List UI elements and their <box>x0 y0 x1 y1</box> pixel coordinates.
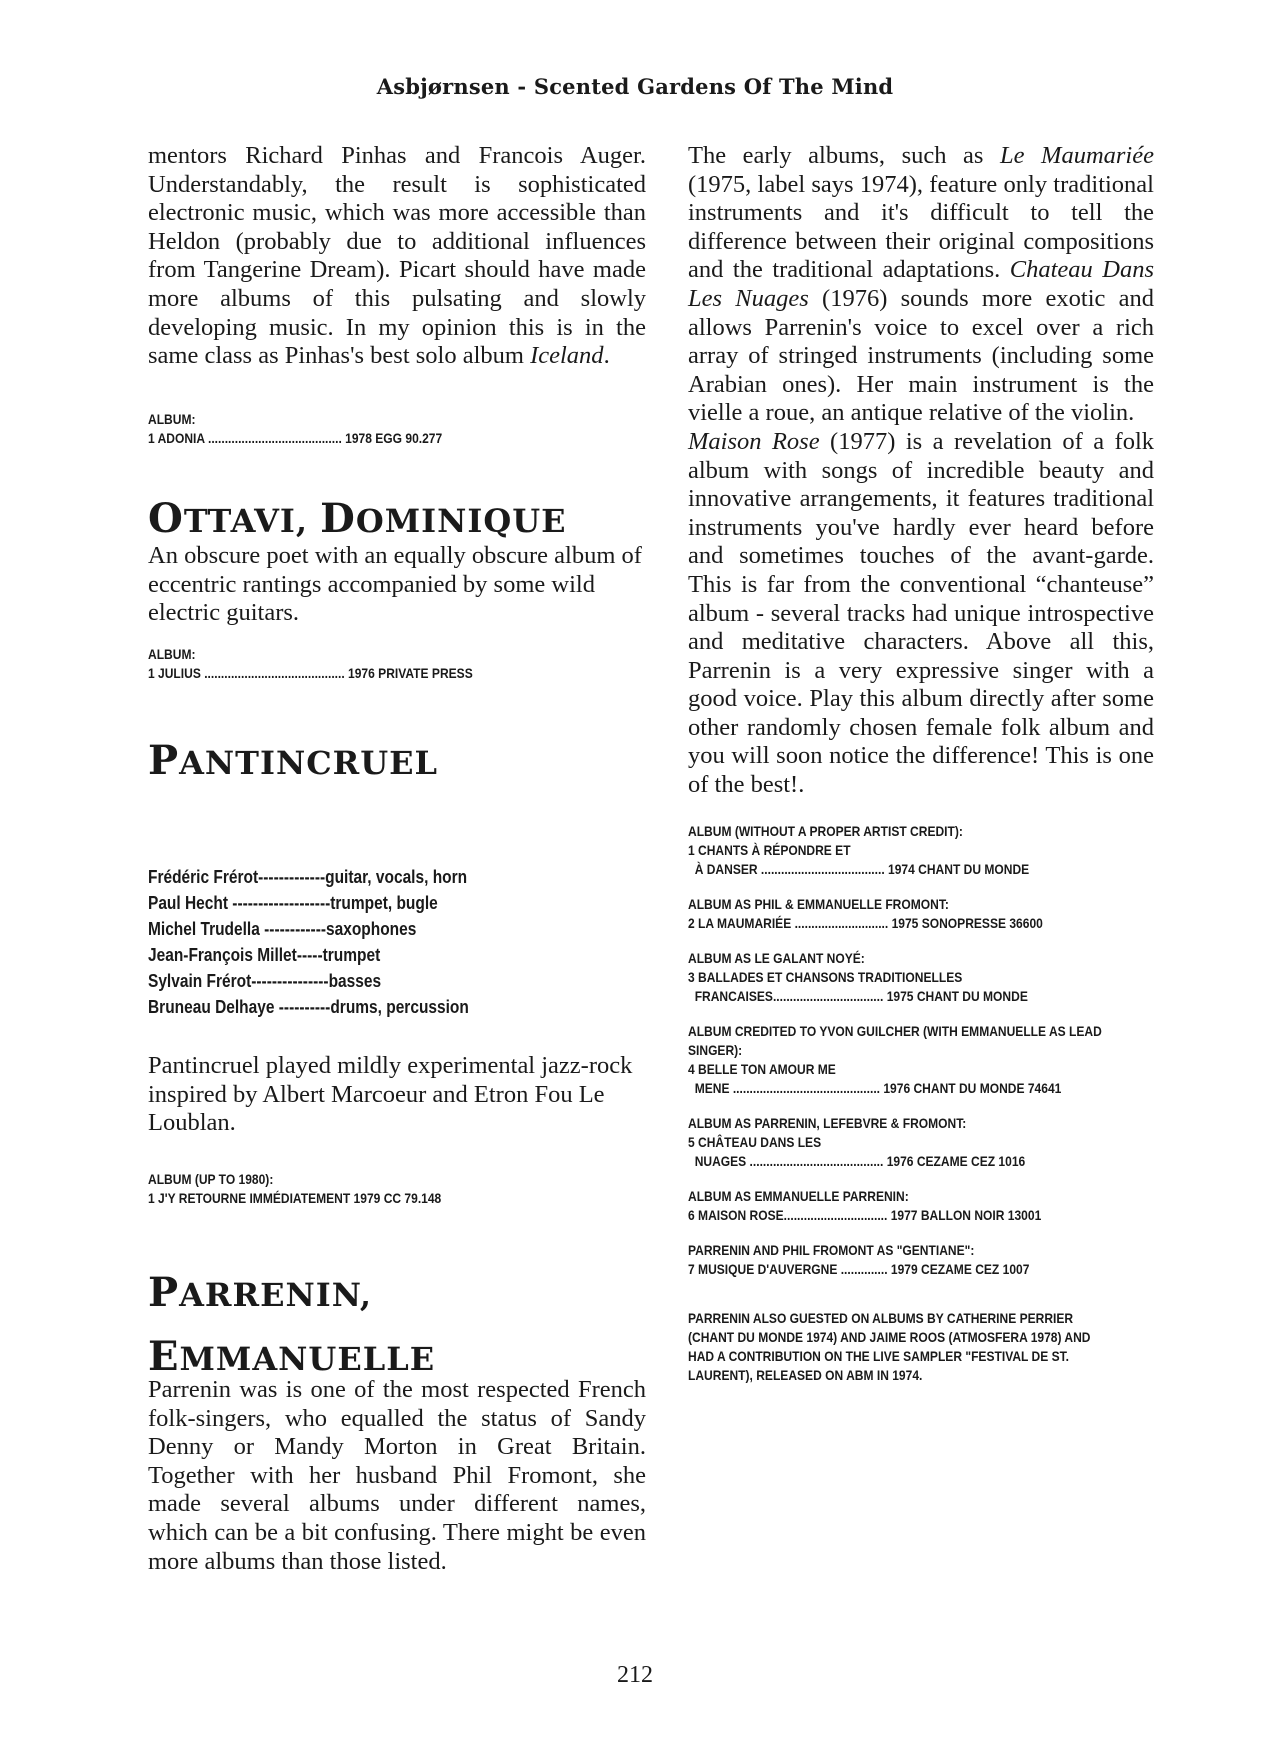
member-row <box>148 864 576 890</box>
heading-initial: P <box>148 1269 180 1316</box>
album-entry: SINGER): <box>688 1042 743 1058</box>
member-role: drums, percussion <box>330 997 469 1017</box>
member-dashes: ---------- <box>278 997 331 1017</box>
member-role: trumpet <box>322 945 381 965</box>
member-row <box>148 994 576 1020</box>
ottavi-album-list <box>148 645 576 683</box>
ottavi-text-block <box>148 542 646 628</box>
album-label: ALBUM (WITHOUT A PROPER ARTIST CREDIT): <box>688 823 963 839</box>
member-name: Michel Trudella <box>148 919 265 939</box>
early-albums-paragraph <box>688 142 1154 428</box>
guest-note-line: LAURENT), RELEASED ON ABM IN 1974. <box>688 1367 923 1383</box>
heading-rest: ANTINCRUEL <box>179 744 439 782</box>
album-entry: NUAGES ........................................ 1976 CEZAME CEZ 1016 <box>688 1153 1026 1169</box>
heading-initial: P <box>148 737 180 784</box>
album-label: ALBUM (UP TO 1980): <box>148 1171 274 1187</box>
album-label: PARRENIN AND PHIL FROMONT AS "GENTIANE": <box>688 1242 975 1258</box>
discography-entry <box>688 1022 1102 1098</box>
picart-paragraph <box>148 142 646 371</box>
member-row <box>148 916 576 942</box>
pantincruel-section <box>148 738 646 786</box>
member-row <box>148 942 576 968</box>
picart-text: mentors Richard Pinhas and Francois Auger. Understandably, the result is sophisticated electronic music, which was more accessible than Heldon (probably due to additional influences from Tangerine Dream). Picart should have made more albums of this pulsating and slowly developing music. In my opinion this is in the same class as Pinhas's best solo album <box>148 142 646 370</box>
album-entry: FRANCAISES................................. 1975 CHANT DU MONDE <box>688 988 1028 1004</box>
album-entry: À DANSER ..................................... 1974 CHANT DU MONDE <box>688 861 1030 877</box>
album-label: ALBUM AS EMMANUELLE PARRENIN: <box>688 1188 909 1204</box>
album-entry: 2 LA MAUMARIÉE ............................ 1975 SONOPRESSE 36600 <box>688 915 1043 931</box>
page-number: 212 <box>617 1662 653 1688</box>
maison-rose-paragraph <box>688 428 1154 800</box>
parrenin-section <box>148 1262 646 1390</box>
parrenin-text-continued <box>688 142 1154 800</box>
album-label: ALBUM AS PHIL & EMMANUELLE FROMONT: <box>688 896 949 912</box>
member-name: Paul Hecht <box>148 893 233 913</box>
discography-entry <box>688 949 1089 1006</box>
running-header: Asbjørnsen - Scented Gardens Of The Mind <box>376 74 894 99</box>
artist-heading-parrenin <box>148 1262 646 1390</box>
album-entry: MENE ............................................ 1976 CHANT DU MONDE 74641 <box>688 1080 1062 1096</box>
guest-note-line: (CHANT DU MONDE 1974) AND JAIME ROOS (ATMOSFERA 1978) AND <box>688 1329 1091 1345</box>
album-title-italic: Le Maumariée <box>1000 142 1154 169</box>
picart-text-end: . <box>603 342 610 370</box>
member-row <box>148 968 576 994</box>
album-title-italic: Maison Rose <box>688 427 820 455</box>
member-dashes: ----- <box>296 945 323 965</box>
member-name: Sylvain Frérot <box>148 971 252 991</box>
member-dashes: --------------- <box>251 971 329 991</box>
pantincruel-album-list <box>148 1170 576 1208</box>
heading-rest: OMINIQUE <box>355 502 567 540</box>
album-title-italic: Chateau Dans Les Nuages <box>688 256 1155 312</box>
album-entry: 6 MAISON ROSE............................... 1977 BALLON NOIR 13001 <box>688 1207 1042 1223</box>
artist-heading-pantincruel <box>148 738 646 786</box>
artist-heading-ottavi <box>148 496 646 544</box>
member-dashes: ------------------- <box>232 893 331 913</box>
parrenin-discography <box>688 822 1102 1385</box>
paragraph-text: The early albums, such as <box>688 142 1000 169</box>
member-role: guitar, vocals, horn <box>325 867 468 887</box>
album-label: ALBUM: <box>148 411 196 427</box>
discography-entry <box>688 895 1089 933</box>
paragraph-text: (1975, label says 1974), feature only traditional instruments and it's difficult to tell the difference between their original compositions and the traditional adaptations. <box>688 170 1154 284</box>
album-label: ALBUM: <box>148 646 196 662</box>
album-entry: 4 BELLE TON AMOUR ME <box>688 1061 836 1077</box>
member-dashes: ------------- <box>258 867 326 887</box>
guest-note-line: HAD A CONTRIBUTION ON THE LIVE SAMPLER "FESTIVAL DE ST. <box>688 1348 1069 1364</box>
album-entry: 1 CHANTS À RÉPONDRE ET <box>688 842 851 858</box>
member-role: trumpet, bugle <box>330 893 438 913</box>
ottavi-section <box>148 496 646 544</box>
member-role: basses <box>328 971 382 991</box>
member-role: saxophones <box>326 919 417 939</box>
album-entry: 3 BALLADES ET CHANSONS TRADITIONELLES <box>688 969 963 985</box>
paragraph-text: (1976) sounds more exotic and allows Parrenin's voice to excel over a rich array of stringed instruments (including some Arabian ones). Her main instrument is the vielle a roue, an antique relative of the violin. <box>688 284 1154 427</box>
album-label: ALBUM AS PARRENIN, LEFEBVRE & FROMONT: <box>688 1115 967 1131</box>
member-name: Bruneau Delhaye <box>148 997 279 1017</box>
guest-note-line: PARRENIN ALSO GUESTED ON ALBUMS BY CATHERINE PERRIER <box>688 1310 1074 1326</box>
member-name: Frédéric Frérot <box>148 867 259 887</box>
pantincruel-text-block <box>148 1052 646 1138</box>
discography-entry <box>688 1241 1089 1279</box>
paragraph-text: (1977) is a revelation of a folk album with songs of incredible beauty and innovative arrangements, it features traditional instruments you've hardly ever heard before and sometimes touches of the avant-garde. This is far from the conventional “chanteuse” album - several tracks had unique introspective and meditative characters. Above all this, Parrenin is a very expressive singer with a good voice. Play this album directly after some other randomly chosen female folk album and you will soon notice the difference! This is one of the best!. <box>688 427 1155 799</box>
member-row <box>148 890 576 916</box>
heading-rest: TTAVI, <box>183 502 321 540</box>
album-entry: 1 JULIUS .......................................... 1976 PRIVATE PRESS <box>148 665 473 681</box>
album-entry: 5 CHÂTEAU DANS LES <box>688 1134 822 1150</box>
parrenin-paragraph: Parrenin was is one of the most respected French folk-singers, who equalled the status of Sandy Denny or Mandy Morton in Great Britain. Together with her husband Phil Fromont, she made several albums under different names, which can be a bit confusing. There might be even more albums than those listed. <box>148 1376 646 1575</box>
picart-album-list <box>148 410 576 448</box>
heading-initial: E <box>148 1333 180 1380</box>
heading-rest: MMANUELLE <box>179 1340 436 1378</box>
pantincruel-paragraph: Pantincruel played mildly experimental jazz-rock inspired by Albert Marcoeur and Etron Fou Le Loublan. <box>148 1052 633 1137</box>
heading-initial: O <box>148 495 184 542</box>
heading-rest: ARRENIN, <box>179 1276 373 1314</box>
pantincruel-members <box>148 864 576 1020</box>
discography-entry <box>688 822 1089 879</box>
album-entry: 1 J'Y RETOURNE IMMÉDIATEMENT 1979 CC 79.148 <box>148 1190 442 1206</box>
album-label: ALBUM CREDITED TO YVON GUILCHER (WITH EMMANUELLE AS LEAD <box>688 1023 1102 1039</box>
heading-initial: D <box>320 495 356 542</box>
member-name: Jean-François Millet <box>148 945 297 965</box>
album-label: ALBUM AS LE GALANT NOYÉ: <box>688 950 865 966</box>
member-dashes: ------------ <box>264 919 327 939</box>
discography-entry <box>688 1114 1089 1171</box>
parrenin-text-block <box>148 1376 646 1576</box>
discography-list <box>688 822 1102 1385</box>
ottavi-paragraph: An obscure poet with an equally obscure album of eccentric rantings accompanied by some wild electric guitars. <box>148 542 642 627</box>
discography-entry <box>688 1187 1089 1225</box>
guest-note <box>688 1309 1089 1385</box>
album-entry: 7 MUSIQUE D'AUVERGNE .............. 1979 CEZAME CEZ 1007 <box>688 1261 1030 1277</box>
picart-text-block <box>148 142 646 371</box>
album-entry: 1 ADONIA ........................................ 1978 EGG 90.277 <box>148 430 443 446</box>
album-title-italic: Iceland <box>530 342 604 370</box>
